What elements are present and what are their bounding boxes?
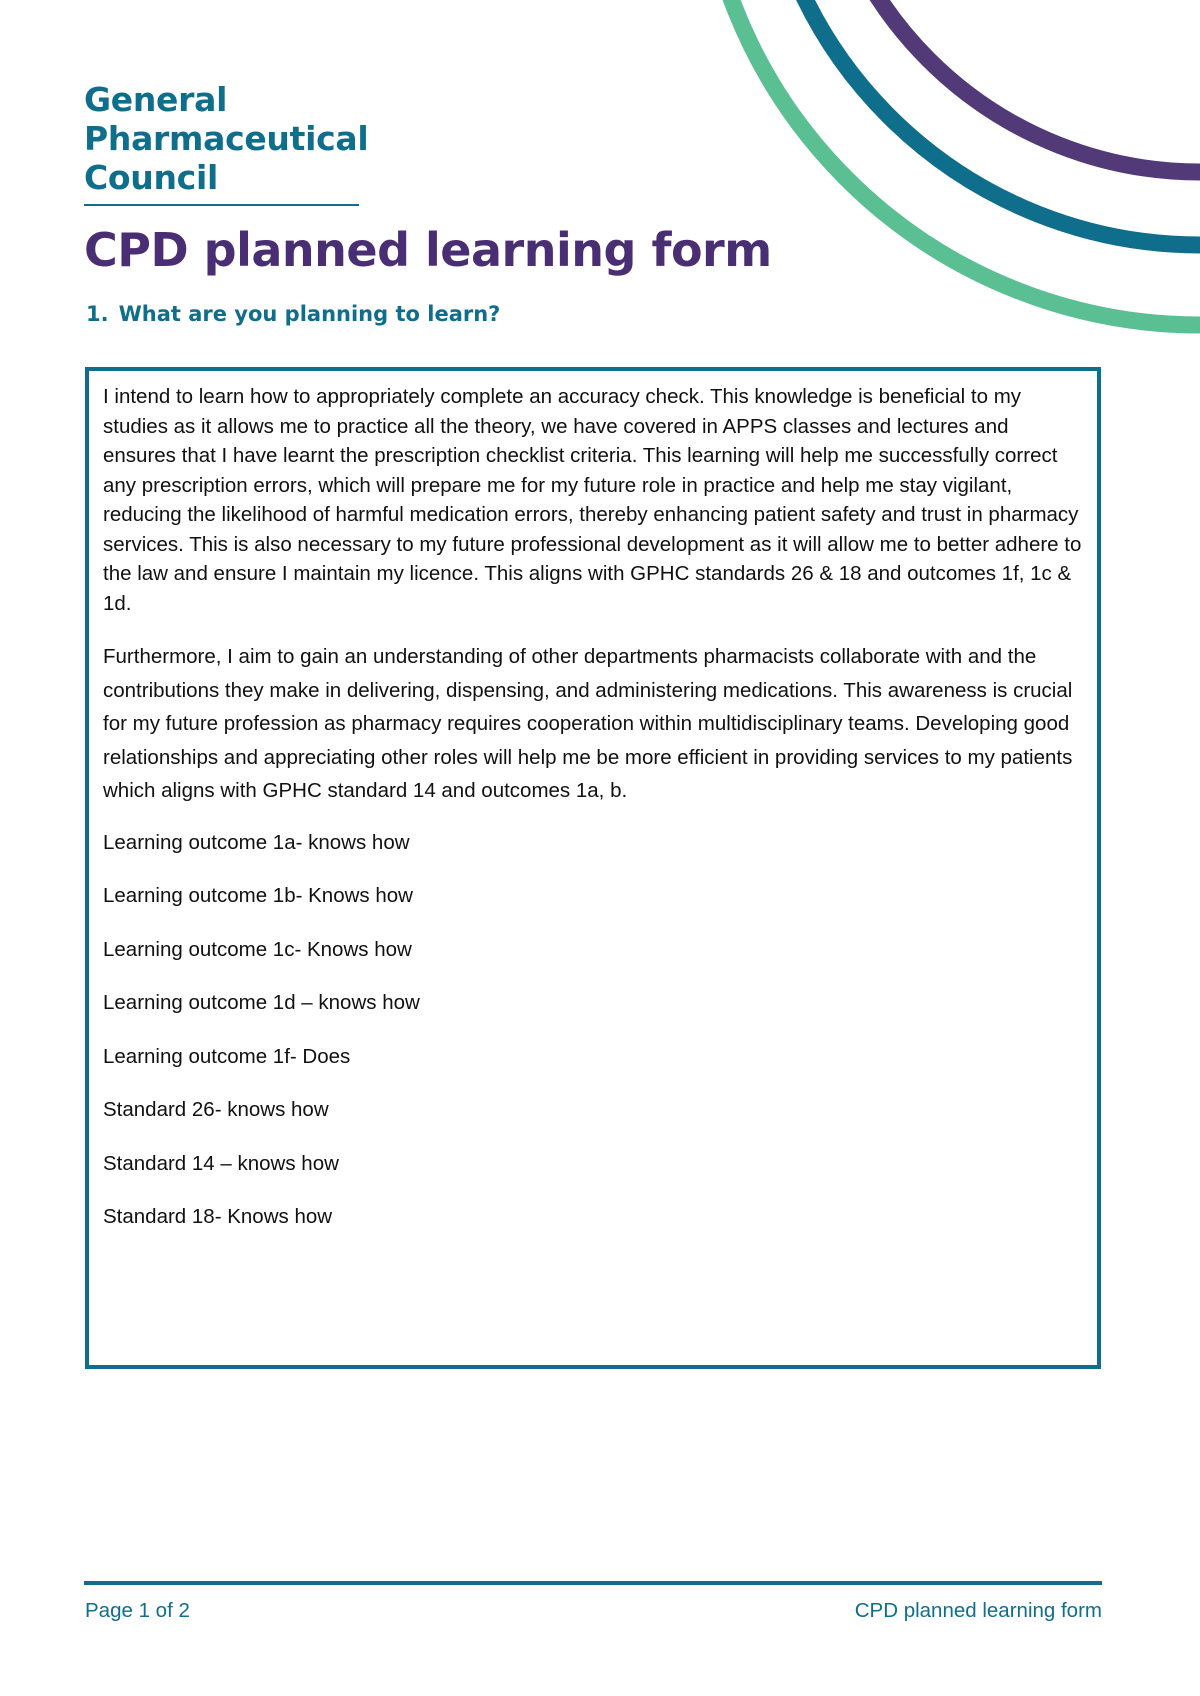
answer-field[interactable] xyxy=(85,367,1101,1369)
page-number: Page 1 of 2 xyxy=(85,1599,190,1622)
outcomes-list xyxy=(103,830,1084,1231)
outcome-item: Learning outcome 1d – knows how xyxy=(103,991,420,1014)
outcome-item: Standard 14 – knows how xyxy=(103,1151,339,1175)
outcome-item: Standard 26- knows how xyxy=(103,1098,329,1121)
footer-divider xyxy=(84,1581,1102,1585)
logo-line-3: Council xyxy=(84,158,218,197)
page-title: CPD planned learning form xyxy=(84,223,772,277)
question-heading xyxy=(86,300,500,328)
outcome-item: Learning outcome 1c- Knows how xyxy=(103,937,412,961)
blue-arc xyxy=(760,0,1200,245)
question-number: 1. xyxy=(86,302,109,326)
outcome-item: Learning outcome 1f- Does xyxy=(103,1044,351,1068)
gphc-logo xyxy=(84,80,368,197)
outcome-item: Learning outcome 1a- knows how xyxy=(103,830,410,854)
logo-underline xyxy=(84,204,359,206)
outcome-item: Learning outcome 1b- Knows how xyxy=(103,884,413,907)
outcome-item: Standard 18- Knows how xyxy=(103,1205,333,1228)
logo-line-2: Pharmaceutical xyxy=(84,119,369,158)
purple-arc xyxy=(816,0,1200,172)
answer-paragraph-2: Furthermore, I aim to gain an understanding of other departments pharmacists collaborate with and the contributions they make in delivering, dispensing, and administering medications. This awareness is crucial for my future profession as pharmacy requires cooperation within multidisciplinary teams. Developing good relationships and appreciating other roles will help me be more efficient in providing services to my patients which aligns with GPHC standard 14 and outcomes 1a, b. xyxy=(103,645,1073,802)
answer-paragraph-1: I intend to learn how to appropriately complete an accuracy check. This knowledge is beneficial to my studies as it allows me to practice all the theory, we have covered in APPS classes and lectures and ensures that I have learnt the prescription checklist criteria. This learning will help me successfully correct any prescription errors, which will prepare me for my future role in practice and help me stay vigilant, reducing the likelihood of harmful medication errors, thereby enhancing patient safety and trust in pharmacy services. This is also necessary to my future professional development as it will allow me to better adhere to the law and ensure I maintain my licence. This aligns with GPHC standards 26 & 18 and outcomes 1f, 1c & 1d. xyxy=(103,385,1082,615)
logo-line-1: General xyxy=(84,80,228,119)
question-text: What are you planning to learn? xyxy=(118,302,501,326)
footer-doc-title: CPD planned learning form xyxy=(854,1599,1102,1622)
